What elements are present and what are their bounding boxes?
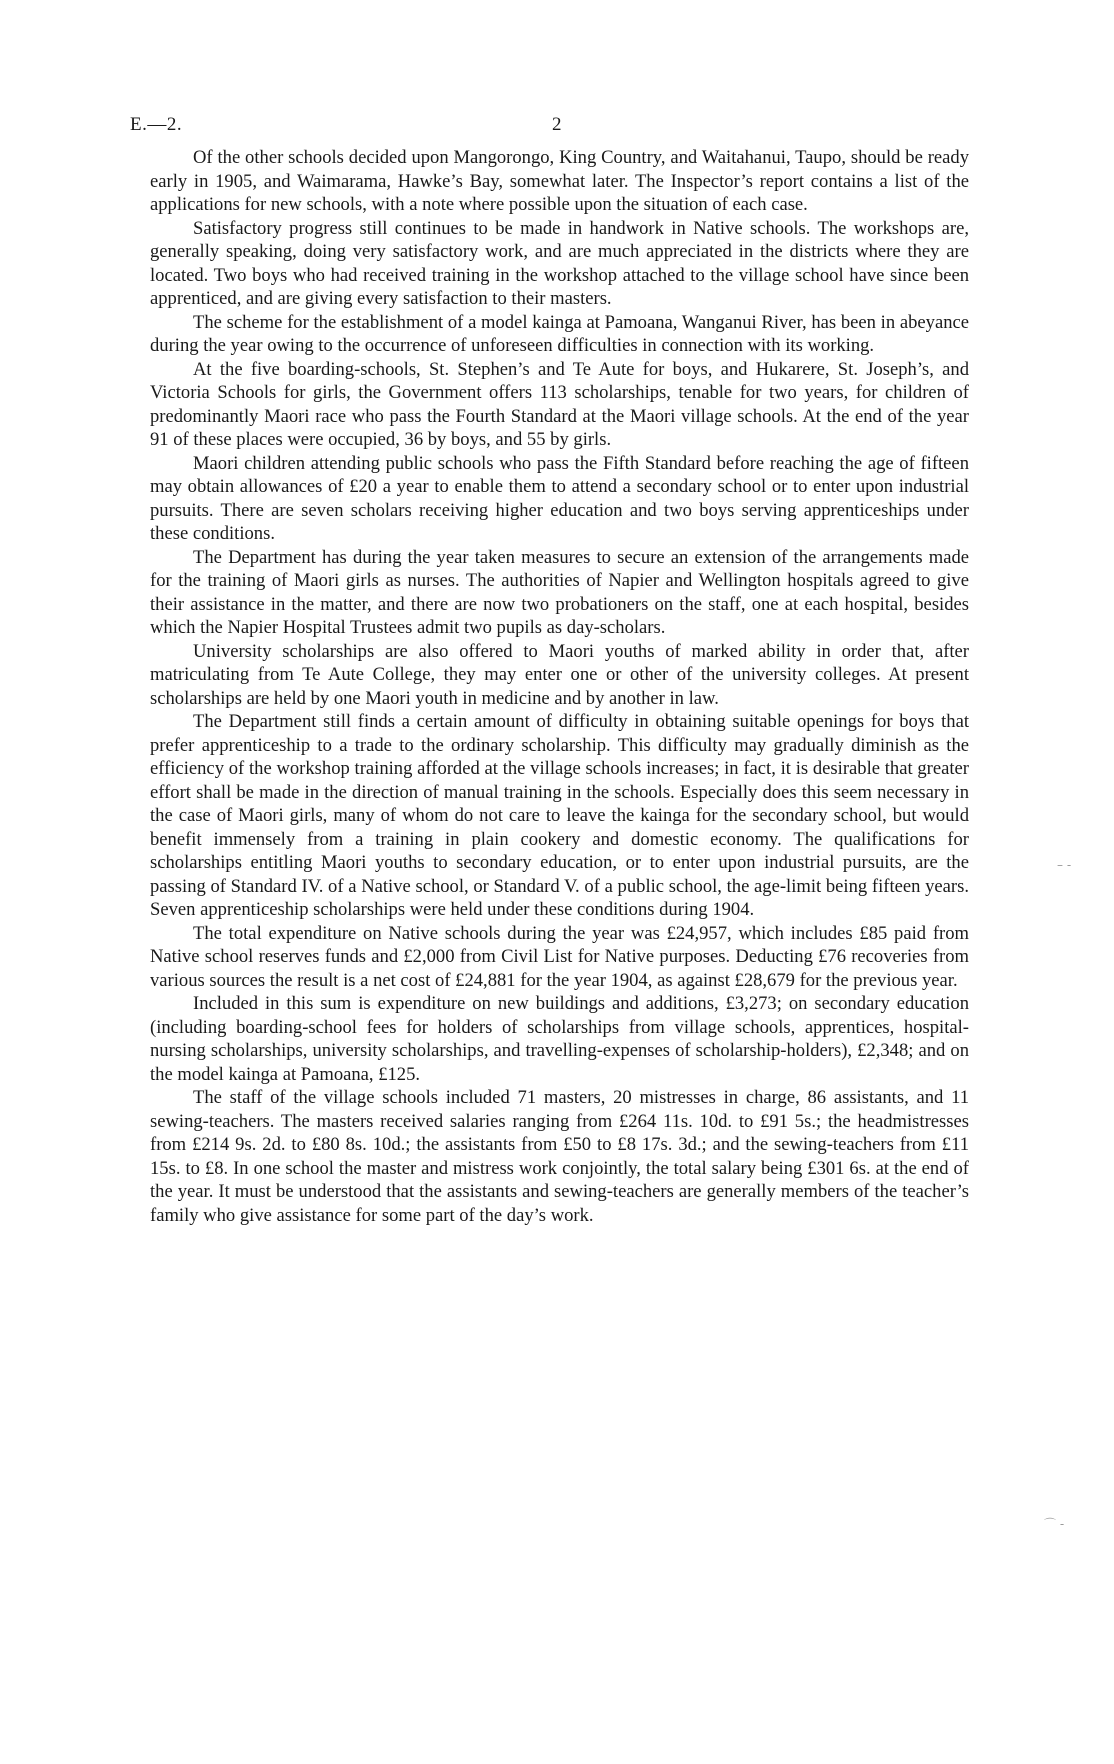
paragraph-public-school-allowances: Maori children attending public schools who pass the Fifth Standard before reaching the age of fifteen may obtain allowances of £20 a year to enable them to attend a secondary school or to enter upon industrial pursuits. There are seven scholars receiving higher education and two boys serving apprenticeships under these conditions.	[150, 452, 969, 544]
document-reference: E.—2.	[130, 114, 183, 135]
page-number: 2	[552, 114, 562, 135]
margin-mark: – ‑	[1057, 858, 1072, 872]
paragraph-model-kainga: The scheme for the establishment of a model kainga at Pamoana, Wanganui River, has been in abeyance during the year owing to the occurrence of unforeseen difficulties in connection with its working.	[150, 311, 969, 356]
paragraph-university-scholarships: University scholarships are also offered to Maori youths of marked ability in order that, after matriculating from Te Aute College, they may enter one or other of the university colleges. At present scholarships are held by one Maori youth in medicine and by another in law.	[150, 640, 969, 709]
paragraph-expenditure-breakdown: Included in this sum is expenditure on new buildings and additions, £3,273; on secondary education (including boarding-school fees for holders of scholarships from village schools, apprentices, hospital-nursing scholarships, university scholarships, and travelling-expenses of scholarship-holders), £2,348; and on the model kainga at Pamoana, £125.	[150, 993, 969, 1085]
paragraph-nurses-training: The Department has during the year taken measures to secure an extension of the arrangements made for the training of Maori girls as nurses. The authorities of Napier and Wellington hospitals agreed to give their assistance in the matter, and there are now two probationers on the staff, one at each hospital, besides which the Napier Hospital Trustees admit two pupils as day-scholars.	[150, 546, 969, 638]
paragraph-apprenticeships: The Department still finds a certain amount of difficulty in obtaining suitable openings for boys that prefer apprenticeship to a trade to the ordinary scholarship. This difficulty may gradually diminish as the efficiency of the workshop training afforded at the village schools increases; in fact, it is desirable that greater effort shall be made in the direction of manual training in the schools. Especially does this seem necessary in the case of Maori girls, many of whom do not care to leave the kainga for the secondary school, but would benefit immensely from a training in plain cookery and domestic economy. The qualifications for scholarships entitling Maori youths to secondary education, or to enter upon industrial pursuits, are the passing of Standard IV. of a Native school, or Standard V. of a public school, the age-limit being fifteen years. Seven apprenticeship scholarships were held under these conditions during 1904.	[150, 711, 969, 920]
paragraph-new-schools: Of the other schools decided upon Mangorongo, King Country, and Waitahanui, Taupo, should be ready early in 1905, and Waimarama, Hawke’s Bay, somewhat later. The Inspector’s report contains a list of the applications for new schools, with a note where possible upon the situation of each case.	[150, 147, 969, 215]
paragraph-handwork: Satisfactory progress still continues to be made in handwork in Native schools. The workshops are, generally speaking, doing very satisfactory work, and are much appreciated in the districts where they are located. Two boys who had received training in the workshop attached to the village school have since been apprenticed, and are giving every satisfaction to their masters.	[150, 217, 969, 309]
document-page	[130, 112, 969, 1227]
margin-mark: ⌒ ‑	[1044, 1517, 1065, 1531]
page-header	[130, 112, 969, 146]
document-body	[150, 146, 969, 1227]
paragraph-staff-salaries: The staff of the village schools included 71 masters, 20 mistresses in charge, 86 assistants, and 11 sewing-teachers. The masters received salaries ranging from £264 11s. 10d. to £91 5s.; the headmistresses from £214 9s. 2d. to £80 8s. 10d.; the assistants from £50 to £8 17s. 3d.; and the sewing-teachers from £11 15s. to £8. In one school the master and mistress work conjointly, the total salary being £301 6s. at the end of the year. It must be understood that the assistants and sewing-teachers are generally members of the teacher’s family who give assistance for some part of the day’s work.	[150, 1087, 969, 1226]
paragraph-total-expenditure: The total expenditure on Native schools during the year was £24,957, which includes £85 paid from Native school reserves funds and £2,000 from Civil List for Native purposes. Deducting £76 recoveries from various sources the result is a net cost of £24,881 for the year 1904, as against £28,679 for the previous year.	[150, 922, 969, 991]
paragraph-boarding-schools: At the five boarding-schools, St. Stephen’s and Te Aute for boys, and Hukarere, St. Joseph’s, and Victoria Schools for girls, the Government offers 113 scholarships, tenable for two years, for children of predominantly Maori race who pass the Fourth Standard at the Maori village schools. At the end of the year 91 of these places were occupied, 36 by boys, and 55 by girls.	[150, 358, 969, 450]
